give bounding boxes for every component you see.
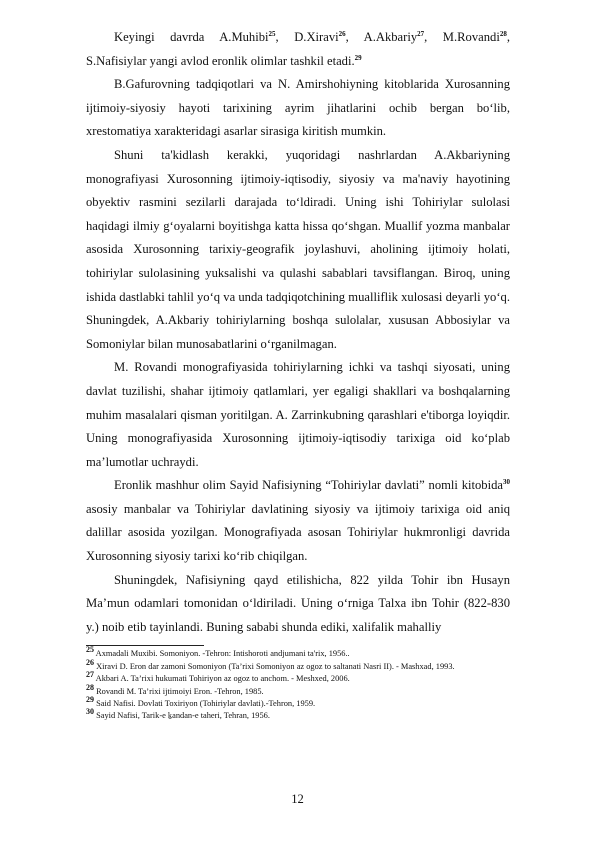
- footnote-ref[interactable]: 28: [499, 29, 507, 38]
- paragraph: [86, 144, 510, 356]
- footnote-ref[interactable]: 30: [503, 478, 510, 487]
- footnote-text: Sayid Nafisi, Tarik-e ḵandan-e taheri, Tehran, 1956.: [96, 711, 270, 721]
- footnote: [86, 658, 510, 673]
- footnote-ref[interactable]: 27: [417, 29, 425, 38]
- paragraph: [86, 356, 510, 474]
- paragraph: [86, 73, 510, 144]
- paragraph-text: M. Rovandi monografiyasida tohiriylarning ichki va tashqi siyosati, uning davlat tuzilishi, shahar ijtimoiy qatlamlari, yer egaligi shakllari va boshqalarning muhim masalalari qisman yoritilgan. A. Zarrinkubning qarashlari e'tiborga loyiqdir. Uning monografiyasida Xurosonning ijtimoiy-iqtisodiy tarixiga oid ko‘plab ma’lumotlar uchraydi.: [86, 360, 510, 469]
- paragraph-text: , S.Nafisiylar yangi avlod eronlik olimlar tashkil etadi.: [86, 30, 510, 68]
- paragraph-text: Shuni ta'kidlash kerakki, yuqoridagi nashrlardan A.Akbariyning monografiyasi Xurosonning ijtimoiy-iqtisodiy, siyosiy va ma'naviy hayotining obyektiv rasmini sezilarli darajada to‘ldiradi. Uning ishi Tohiriylar sulolasi haqidagi ilmiy g‘oyalarni boyitishga katta hissa qo‘shgan. Muallif yozma manbalar asosida Xurosonning tarixiy-geografik joylashuvi, aholining ijtimoiy holati, tohiriylar sulolasining yuksalishi va qulashi sabablari tavsiflangan. Biroq, uning ishida dastlabki tahlil yo‘q va unda tadqiqotchining mualliflik xulosasi deyarli yo‘q. Shuningdek, A.Akbariy tohiriylarning boshqa sulolalar, xususan Abbosiylar va Somoniylar bilan munosabatlarini o‘rganilmagan.: [86, 147, 510, 351]
- footnote-number: 30: [86, 707, 94, 717]
- paragraph: [86, 569, 510, 640]
- body-text: [86, 26, 510, 639]
- paragraph-text: Keyingi davrda A.Muhibi: [114, 30, 269, 44]
- footnote: [86, 645, 510, 660]
- footnote-text: Xiravi D. Eron dar zamoni Somoniyon (Ta’rixi Somoniyon az ogoz to saltanati Nasri II). - Mashxad, 1993.: [96, 661, 455, 671]
- paragraph: [86, 26, 510, 73]
- paragraph-text: , A.Akbariy: [345, 30, 418, 44]
- footnote-text: Said Nafisi. Dovlati Toxiriyon (Tohiriylar davlati).-Tehron, 1959.: [96, 699, 316, 709]
- paragraph-text: Shuningdek, Nafisiyning qayd etilishicha, 822 yilda Tohir ibn Husayn Ma’mun odamlari tomonidan o‘ldiriladi. Uning o‘rniga Talxa ibn Tohir (822-830 y.) noib etib tayinlandi. Buning sababi shunda ediki, xalifalik mahalliy: [86, 572, 510, 634]
- footnote-number: 26: [86, 658, 94, 668]
- paragraph-text: B.Gafurovning tadqiqotlari va N. Amirshohiyning kitoblarida Xurosanning ijtimoiy-siyosiy hayoti tarixining ayrim jihatlarini ochib bergan bo‘lib, xrestomatiya xarakteridagi asarlar sirasiga kiritish mumkin.: [86, 77, 510, 139]
- footnote-ref[interactable]: 29: [354, 53, 362, 62]
- footnote-number: 25: [86, 645, 94, 655]
- footnote: [86, 682, 510, 698]
- footnote: [86, 695, 510, 710]
- document-page: [86, 26, 510, 723]
- paragraph-text: Eronlik mashhur olim Sayid Nafisiyning “Tohiriylar davlati” nomli kitobida: [114, 478, 503, 493]
- footnote: [86, 707, 510, 722]
- page-number: 12: [291, 792, 304, 806]
- paragraph-text: , D.Xiravi: [275, 30, 339, 44]
- footnote-number: 28: [86, 682, 94, 692]
- footnotes: [86, 645, 510, 722]
- footnote-separator: [86, 645, 204, 646]
- footnote-text: Axmadali Muxibi. Somoniyon. -Tehron: Intishoroti andjumani ta'rix, 1956..: [95, 649, 350, 659]
- footnote-ref[interactable]: 26: [338, 29, 346, 38]
- footnote-text: Akbari A. Ta’rixi hukumati Tohiriyon az ogoz to anchom. - Meshxed, 2006.: [95, 674, 350, 684]
- paragraph-text: asosiy manbalar va Tohiriylar davlatining siyosiy va ijtimoiy tarixiga oid aniq dalillar asosida yozilgan. Monografiyada asosan Tohiriylar hukmronligi davrida Xurosonning siyosiy tarixi ko‘rib chiqilgan.: [86, 501, 510, 564]
- footnote-ref[interactable]: 25: [268, 29, 276, 38]
- footnote-text: Rovandi M. Ta’rixi ijtimoiyi Eron. -Tehron, 1985.: [96, 686, 264, 696]
- footnote: [86, 670, 510, 685]
- footnote-number: 29: [86, 695, 94, 705]
- paragraph-text: , M.Rovandi: [424, 30, 500, 44]
- footnote-number: 27: [86, 670, 94, 680]
- paragraph: [86, 474, 510, 568]
